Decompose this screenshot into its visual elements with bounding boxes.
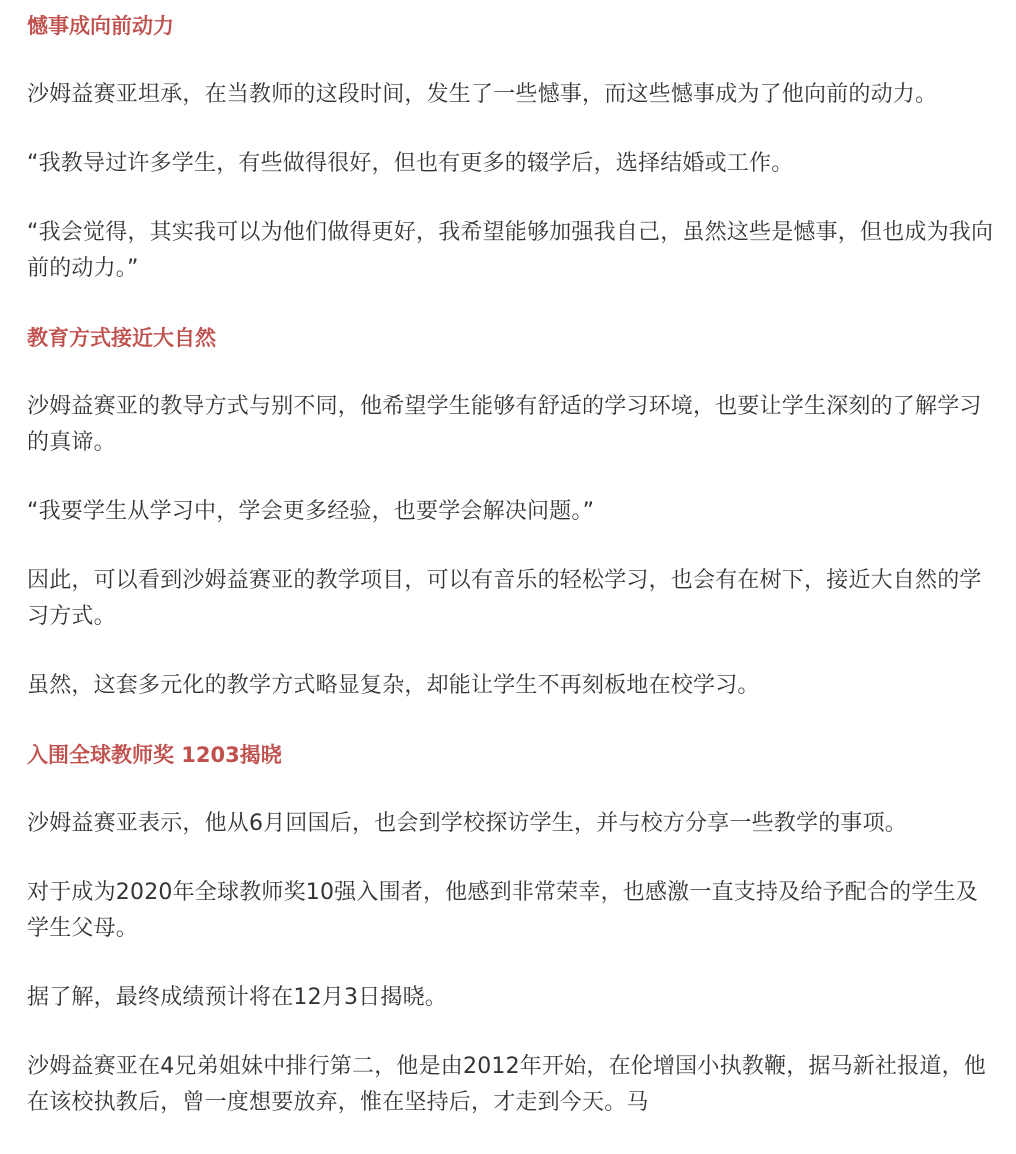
paragraph: 对于成为2020年全球教师奖10强入围者，他感到非常荣幸，也感激一直支持及给予配合的学生及学生父母。 [27, 880, 978, 941]
section-heading-teacher-prize: 入围全球教师奖 1203揭晓 [27, 743, 282, 767]
paragraph: 沙姆益赛亚表示，他从6月回国后，也会到学校探访学生，并与校方分享一些教学的事项。 [27, 811, 907, 836]
quote-paragraph: “我要学生从学习中，学会更多经验，也要学会解决问题。” [27, 499, 595, 524]
section-heading-nature-education: 教育方式接近大自然 [27, 326, 216, 350]
section-heading-regrets: 憾事成向前动力 [27, 14, 174, 38]
paragraph: 沙姆益赛亚坦承，在当教师的这段时间，发生了一些憾事，而这些憾事成为了他向前的动力。 [27, 82, 938, 107]
paragraph: 沙姆益赛亚的教导方式与别不同，他希望学生能够有舒适的学习环境，也要让学生深刻的了解学习的真谛。 [27, 394, 982, 455]
paragraph: 据了解，最终成绩预计将在12月3日揭晓。 [27, 985, 447, 1010]
paragraph: 沙姆益赛亚在4兄弟姐妹中排行第二，他是由2012年开始，在伦增国小执教鞭，据马新社报道，他在该校执教后，曾一度想要放弃，惟在坚持后，才走到今天。马 [27, 1054, 986, 1115]
paragraph: 因此，可以看到沙姆益赛亚的教学项目，可以有音乐的轻松学习，也会有在树下，接近大自然的学习方式。 [27, 568, 982, 629]
paragraph: 虽然，这套多元化的教学方式略显复杂，却能让学生不再刻板地在校学习。 [27, 673, 760, 698]
quote-paragraph: “我教导过许多学生，有些做得很好，但也有更多的辍学后，选择结婚或工作。 [27, 151, 794, 176]
quote-paragraph: “我会觉得，其实我可以为他们做得更好，我希望能够加强我自己，虽然这些是憾事，但也成为我向前的动力。” [27, 220, 994, 281]
